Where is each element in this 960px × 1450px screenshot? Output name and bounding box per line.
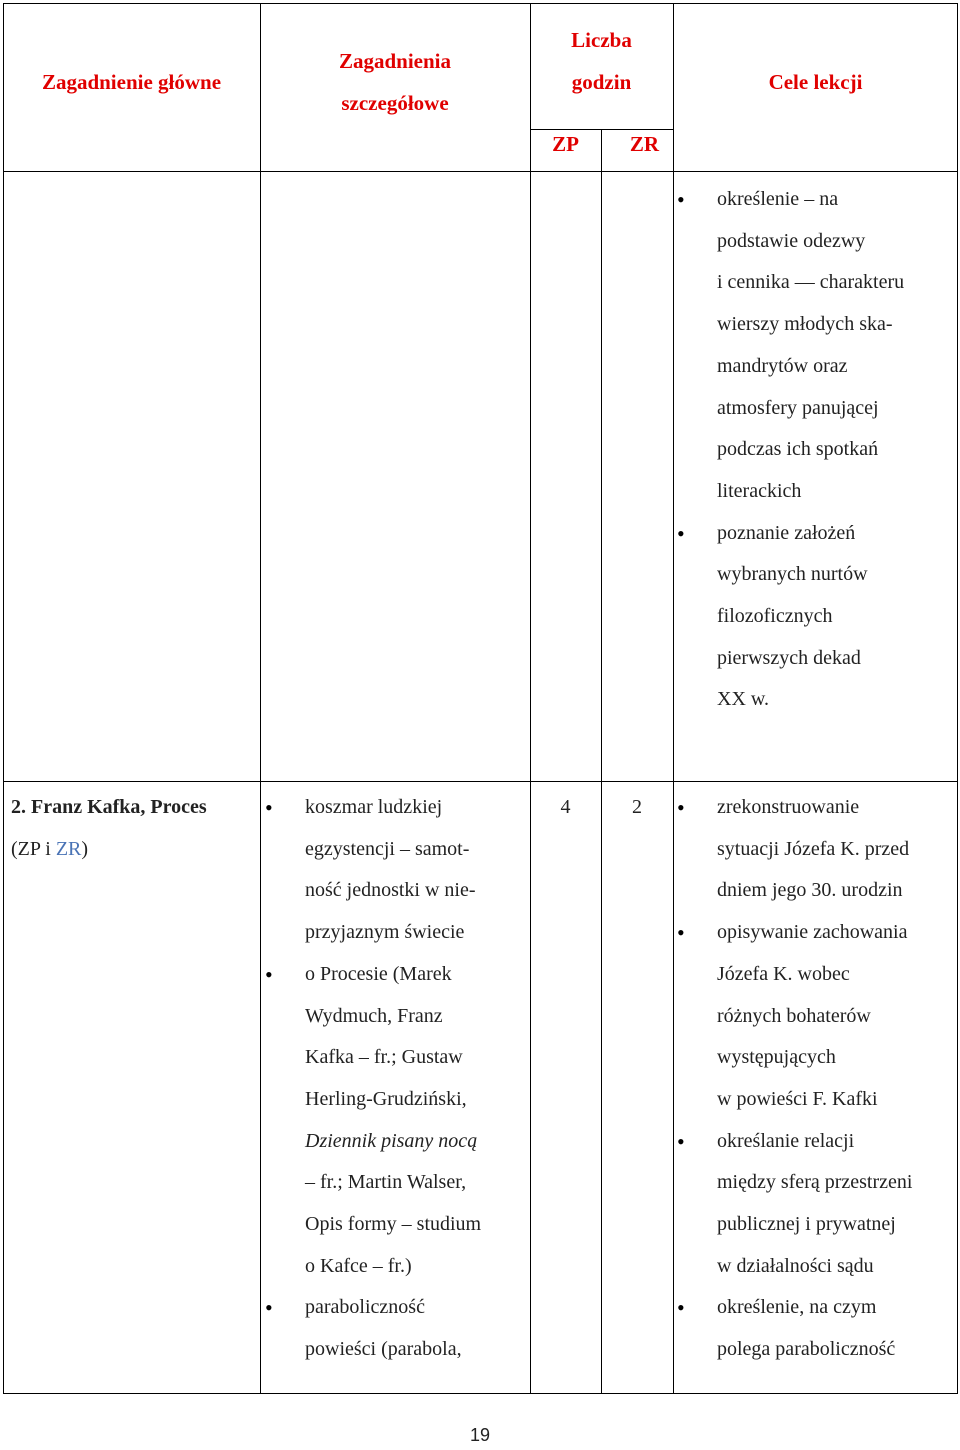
goal-line: w powieści F. Kafki — [717, 1087, 878, 1110]
goal-line: • poznanie założeń — [717, 521, 856, 544]
table-border-bottom — [3, 1393, 958, 1394]
row1-goals-list — [677, 179, 957, 721]
hours-zp-value: 4 — [560, 796, 571, 818]
col3-divider — [673, 3, 674, 1394]
header-lesson-goals-label: Cele lekcji — [768, 70, 863, 94]
header-hours-zr — [609, 123, 680, 165]
header-hours-zp — [530, 123, 601, 165]
goal-line: filozoficznych — [717, 605, 833, 628]
table-border-left — [3, 3, 4, 1394]
row2-goal-item — [677, 912, 957, 1121]
hours-zr-value: 2 — [632, 796, 642, 818]
header-lesson-goals — [673, 61, 958, 103]
detail-line: Kafka – fr.; Gustaw — [305, 1046, 463, 1069]
header-detailed-topics — [260, 40, 530, 124]
row2-hours-zr — [601, 787, 673, 829]
goal-line: • określenie, na czym — [717, 1296, 877, 1319]
goal-line: atmosfery panującej — [717, 396, 879, 419]
main-topic-scope — [11, 829, 261, 871]
header-bottom-line — [3, 171, 958, 172]
goal-line: polega paraboliczność — [717, 1338, 896, 1361]
detail-line: ność jednostki w nie- — [305, 879, 476, 902]
goal-line: podstawie odezwy — [717, 229, 866, 252]
header-hours-zp-label: ZP — [552, 132, 579, 156]
goal-line: • opisywanie zachowania — [717, 921, 908, 944]
detail-line: Wydmuch, Franz — [305, 1004, 443, 1027]
row2-goals-list — [677, 787, 957, 1371]
detail-item — [265, 1287, 530, 1370]
detail-item — [265, 954, 530, 1288]
goal-line: w działalności sądu — [717, 1254, 874, 1277]
row1-goal-item — [677, 513, 957, 722]
detail-line: – fr.; Martin Walser, — [305, 1171, 467, 1194]
detail-line: egzystencji – samot- — [305, 837, 470, 860]
scope-close: ) — [81, 837, 89, 860]
scope-open: (ZP i — [11, 837, 56, 860]
header-hours-line1: Liczba — [571, 28, 632, 52]
header-hours — [530, 19, 673, 103]
row2-details-list — [265, 787, 530, 1371]
main-topic-title: 2. Franz Kafka, Proces — [11, 796, 207, 818]
goal-line: publicznej i prywatnej — [717, 1213, 896, 1236]
lesson-plan-table — [3, 3, 958, 1393]
table-border-right — [957, 3, 958, 1394]
row2-goal-item — [677, 1287, 957, 1370]
goal-line: i cennika — charakteru — [717, 271, 905, 294]
detail-line: przyjaznym świecie — [305, 921, 465, 944]
goal-line: XX w. — [717, 688, 770, 711]
goal-line: podczas ich spotkań — [717, 438, 879, 461]
goal-line: mandrytów oraz — [717, 354, 848, 377]
scope-zr: ZR — [55, 837, 82, 860]
detail-line: o Kafce – fr.) — [305, 1254, 412, 1277]
row2-main-topic — [11, 787, 261, 870]
row1-bottom-line — [3, 781, 958, 782]
detail-line: powieści (parabola, — [305, 1338, 462, 1361]
goal-line: literackich — [717, 479, 802, 502]
detail-item — [265, 787, 530, 954]
goal-line: różnych bohaterów — [717, 1004, 871, 1027]
table-border-top — [3, 3, 958, 4]
detail-line: • o Procesie (Marek — [305, 962, 452, 985]
header-detailed-topics-line2: szczegółowe — [341, 91, 449, 115]
goal-line: wierszy młodych ska- — [717, 313, 893, 336]
goal-line: Józefa K. wobec — [717, 962, 850, 985]
goal-line: między sferą przestrzeni — [717, 1171, 913, 1194]
goal-line: sytuacji Józefa K. przed — [717, 837, 910, 860]
header-main-topic — [3, 61, 260, 103]
goal-line: • określenie – na — [717, 188, 839, 210]
header-main-topic-label: Zagadnienie główne — [41, 70, 222, 94]
header-detailed-topics-line1: Zagadnienia — [338, 49, 452, 73]
goal-line: pierwszych dekad — [717, 646, 861, 669]
row2-goal-item — [677, 1121, 957, 1288]
row2-hours-zp — [530, 787, 601, 829]
detail-line: • koszmar ludzkiej — [305, 796, 443, 818]
row1-goal-item — [677, 179, 957, 513]
hours-zp-zr-divider — [601, 129, 602, 1394]
detail-line: Opis formy – studium — [305, 1213, 482, 1236]
goal-line: wybranych nurtów — [717, 563, 868, 586]
col1-divider — [260, 3, 261, 1394]
goal-line: • określanie relacji — [717, 1129, 855, 1152]
page-number: 19 — [469, 1425, 491, 1445]
col2-divider — [530, 3, 531, 1394]
header-hours-line2: godzin — [571, 70, 632, 94]
row2-goal-item — [677, 787, 957, 912]
header-hours-zr-label: ZR — [629, 132, 660, 156]
detail-line: Herling-Grudziński, — [305, 1087, 467, 1110]
goal-line: występujących — [717, 1046, 836, 1069]
goal-line: dniem jego 30. urodzin — [717, 879, 903, 902]
detail-line: • paraboliczność — [305, 1296, 425, 1319]
goal-line: • zrekonstruowanie — [717, 796, 860, 818]
detail-line-title: Dziennik pisany nocą — [305, 1129, 478, 1152]
